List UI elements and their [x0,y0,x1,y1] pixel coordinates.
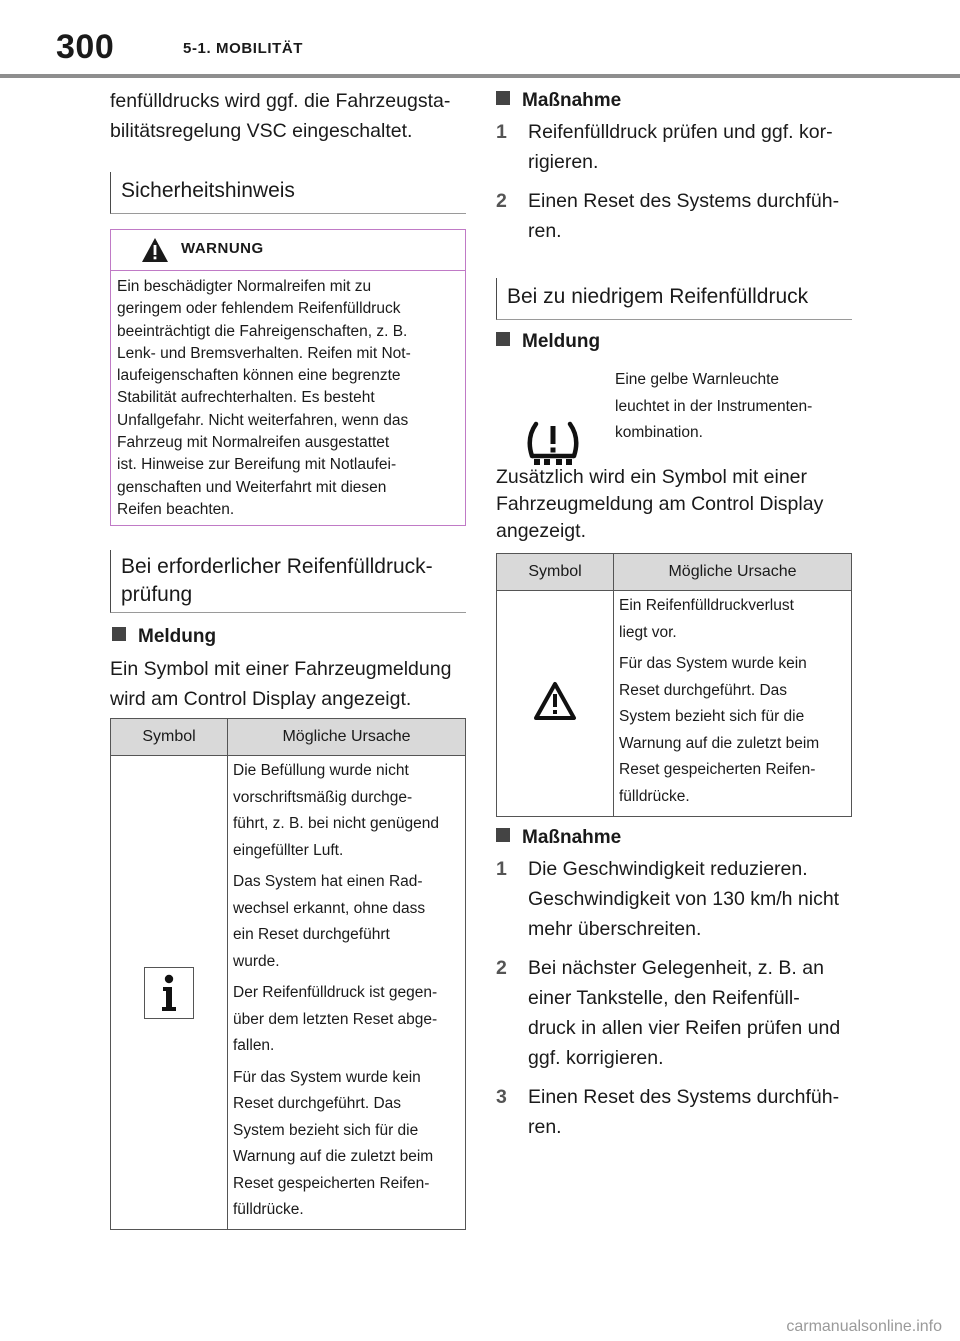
cause-item: Das System hat einen Rad- wechsel erkannt, ohne dass ein Reset durchgeführt wurde. [233,873,426,970]
warning-box [110,229,466,526]
text-line: laufeigenschaften können eine begrenzte [117,367,401,385]
cause-cell [614,591,852,817]
intro-paragraph [110,86,470,146]
section-title: 5-1. MOBILITÄT [183,40,304,57]
step-item [496,186,856,246]
text-line: Reifen beachten. [117,500,235,518]
heading-text: Bei erforderlicher Reifenfülldruck- [121,555,433,578]
section-heading-low-pressure [496,278,852,320]
bullet-square-icon [496,828,510,842]
table-row [111,756,466,1230]
text-line: Ein Symbol mit einer Fahrzeugmeldung [110,658,452,680]
step-item [496,1082,856,1142]
text-line: ist. Hinweise zur Bereifung mit Notlaufei- [117,456,397,474]
bullet-label: Maßnahme [522,827,622,848]
text-line: Fahrzeugmeldung am Control Display [496,493,824,515]
text-line: beeinträchtigt die Fahreigenschaften, z. B. [117,322,408,340]
bullet-square-icon [112,627,126,641]
message-paragraph [110,654,470,714]
step-number: 1 [496,121,507,143]
step-item [496,117,856,177]
text-line: bilitätsregelung VSC eingeschaltet. [110,120,413,142]
step-number: 2 [496,190,507,212]
text-line: Unfallgefahr. Nicht weiterfahren, wenn das [117,411,409,429]
additional-paragraph [496,464,856,545]
cause-item: Die Befüllung wurde nicht vorschriftsmäßig durchge- führt, z. B. bei nicht genügend eingefüllter Luft. [233,762,439,859]
bullet-heading-message [112,626,216,648]
step-number: 2 [496,957,507,979]
text-line: Stabilität aufrechterhalten. Es besteht [117,389,375,407]
symbol-cell [497,591,614,817]
watermark: carmanualsonline.info [786,1318,942,1335]
text-line: fenfülldrucks wird ggf. die Fahrzeugsta- [110,90,451,112]
heading-text: Bei zu niedrigem Reifenfülldruck [507,285,809,308]
text-line: Fahrzeug mit Normalreifen ausgestattet [117,434,390,452]
table-header-row [497,554,852,591]
bullet-heading-message [496,331,600,353]
step-item [496,854,856,944]
symbol-cell [111,756,228,1230]
bullet-label: Maßnahme [522,90,622,111]
column-header-cause: Mögliche Ursache [228,719,466,756]
cause-cell [228,756,466,1230]
text-line: angezeigt. [496,520,586,542]
text-line: Eine gelbe Warnleuchte [615,371,779,388]
step-text: Einen Reset des Systems durchfüh- ren. [528,190,840,242]
warning-triangle-icon [141,237,169,263]
text-line: wird am Control Display angezeigt. [110,688,412,710]
text-line: Zusätzlich wird ein Symbol mit einer [496,466,808,488]
step-number: 1 [496,858,507,880]
heading-text: Sicherheitshinweis [121,179,295,202]
page-number: 300 [56,28,115,66]
warning-text [111,271,465,521]
header-rule [0,74,960,78]
warning-triangle-icon [533,681,577,721]
cause-item: Für das System wurde kein Reset durchgeführt. Das System bezieht sich für die Warnung auf die zuletzt beim Reset gespeicherten Reifen- fülldrücke. [233,1068,434,1218]
table-row [497,591,852,817]
step-text: Bei nächster Gelegenheit, z. B. an einer Tankstelle, den Reifenfüll- druck in allen vier Reifen prüfen und ggf. korrigieren. [528,957,841,1069]
step-text: Einen Reset des Systems durchfüh- ren. [528,1086,840,1138]
table-header-row [111,719,466,756]
bullet-label: Meldung [138,626,217,647]
symbol-cause-table [110,718,466,1230]
bullet-square-icon [496,332,510,346]
text-line: kombination. [615,424,703,441]
text-line: Ein beschädigter Normalreifen mit zu [117,278,372,295]
bullet-heading-measure [496,90,621,112]
text-line: genschaften und Weiterfahrt mit diesen [117,478,387,496]
column-header-symbol: Symbol [111,719,228,756]
text-line: leuchtet in der Instrumenten- [615,397,813,415]
bullet-heading-measure [496,827,621,849]
warning-title: WARNUNG [181,240,264,257]
text-line: geringem oder fehlendem Reifenfülldruck [117,300,401,318]
bullet-square-icon [496,91,510,105]
symbol-cause-table [496,553,852,817]
step-item [496,953,856,1073]
section-heading-pressure-check [110,550,466,613]
warning-header [111,230,465,271]
heading-text: prüfung [121,583,193,606]
column-header-symbol: Symbol [497,554,614,591]
section-heading-safety [110,172,466,214]
warning-light-text [615,367,855,447]
bullet-label: Meldung [522,331,601,352]
step-text: Reifenfülldruck prüfen und ggf. kor- rigieren. [528,121,833,173]
step-number: 3 [496,1086,507,1108]
cause-item: Für das System wurde kein Reset durchgeführt. Das System bezieht sich für die Warnung auf die zuletzt beim Reset gespeicherten Reifen- fülldrücke. [619,655,820,805]
tire-pressure-warning-icon [524,420,582,470]
step-text: Die Geschwindigkeit reduzieren. Geschwindigkeit von 130 km/h nicht mehr überschreiten. [528,858,840,940]
text-line: Lenk- und Bremsverhalten. Reifen mit Not- [117,344,411,362]
info-i-icon [144,967,194,1019]
cause-item: Der Reifenfülldruck ist gegen- über dem letzten Reset abge- fallen. [233,984,438,1054]
column-header-cause: Mögliche Ursache [614,554,852,591]
cause-item: Ein Reifenfülldruckverlust liegt vor. [619,597,794,641]
